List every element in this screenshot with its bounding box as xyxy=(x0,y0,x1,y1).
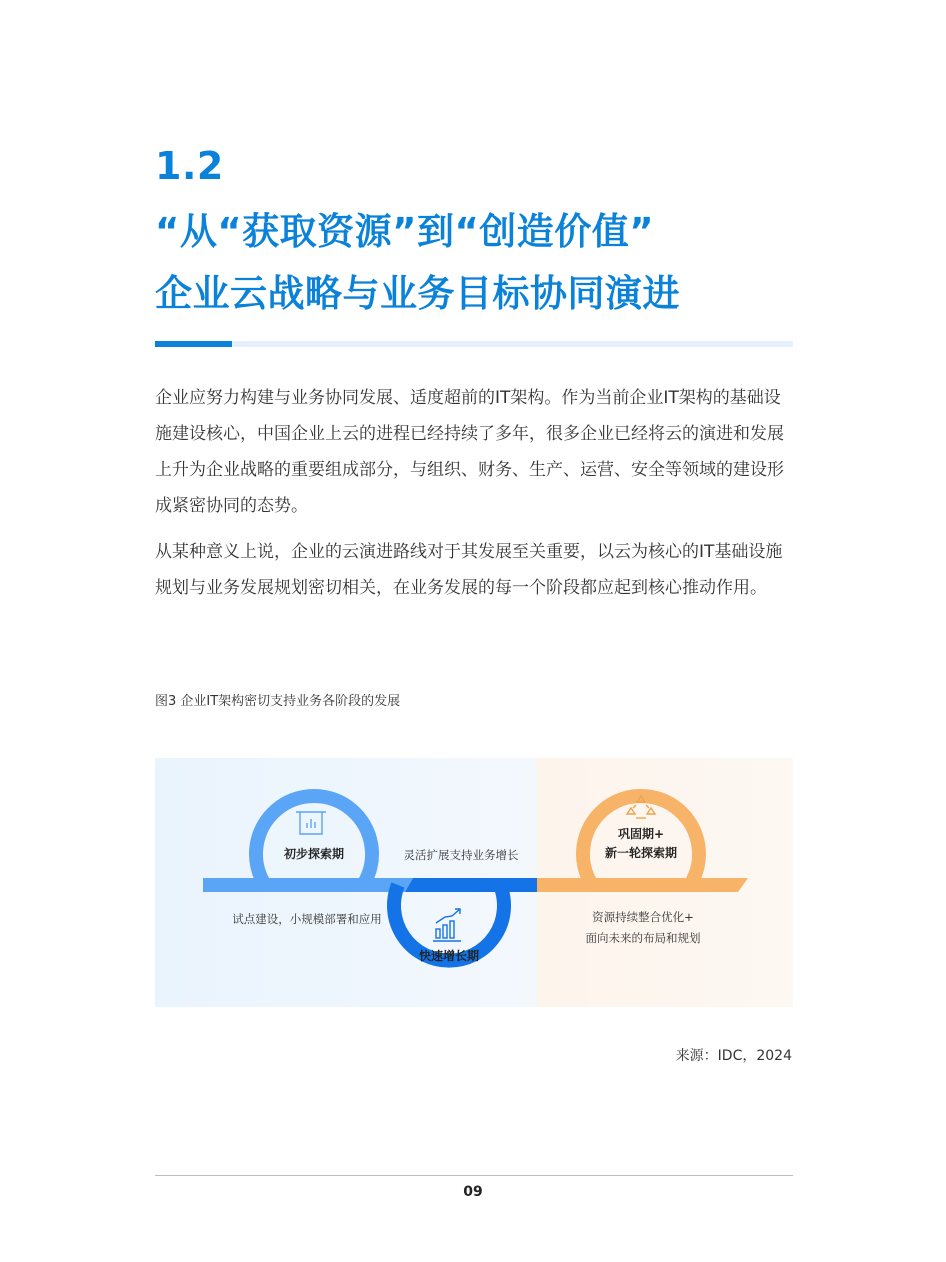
section-heading xyxy=(155,140,795,322)
stage-diagram-graphic xyxy=(155,758,793,1007)
section-number: 1.2 xyxy=(155,144,224,188)
stage-desc-consolidation-line1: 资源持续整合优化+ xyxy=(592,910,694,924)
stage-name-growth: 快速增长期 xyxy=(418,949,479,963)
page-number: 09 xyxy=(463,1184,483,1200)
band-stage2 xyxy=(405,878,537,892)
stage-desc-initial: 试点建设，小规模部署和应用 xyxy=(232,912,382,926)
stage-desc-growth: 灵活扩展支持业务增长 xyxy=(403,848,519,862)
stage-name-consolidation-line1: 巩固期+ xyxy=(617,827,665,841)
paragraph-2: 从某种意义上说，企业的云演进路线对于其发展至关重要，以云为核心的IT基础设施规划与业务发展规划密切相关，在业务发展的每一个阶段都应起到核心推动作用。 xyxy=(155,542,783,598)
paragraph-1: 企业应努力构建与业务协同发展、适度超前的IT架构。作为当前企业IT架构的基础设施建设核心，中国企业上云的进程已经持续了多年，很多企业已经将云的演进和发展上升为企业战略的重要组成部分，与组织、财务、生产、运营、安全等领域的建设形成紧密协同的态势。 xyxy=(155,388,784,516)
section-title-line1: “从“获取资源”到“创造价值” xyxy=(155,210,655,253)
stage-name-initial: 初步探索期 xyxy=(283,847,344,861)
stage-diagram xyxy=(155,758,793,1007)
band-stage3 xyxy=(537,878,748,892)
section-title-line2: 企业云战略与业务目标协同演进 xyxy=(155,272,680,315)
footer-divider xyxy=(155,1175,793,1176)
figure-source: 来源：IDC，2024 xyxy=(675,1048,792,1064)
title-divider xyxy=(155,341,793,347)
stage-name-consolidation-line2: 新一轮探索期 xyxy=(604,846,677,860)
band-stage1 xyxy=(203,878,413,892)
figure-caption: 图3 企业IT架构密切支持业务各阶段的发展 xyxy=(155,694,401,709)
stage-desc-consolidation-line2: 面向未来的布局和规划 xyxy=(585,931,701,945)
title-divider-accent xyxy=(155,341,232,347)
